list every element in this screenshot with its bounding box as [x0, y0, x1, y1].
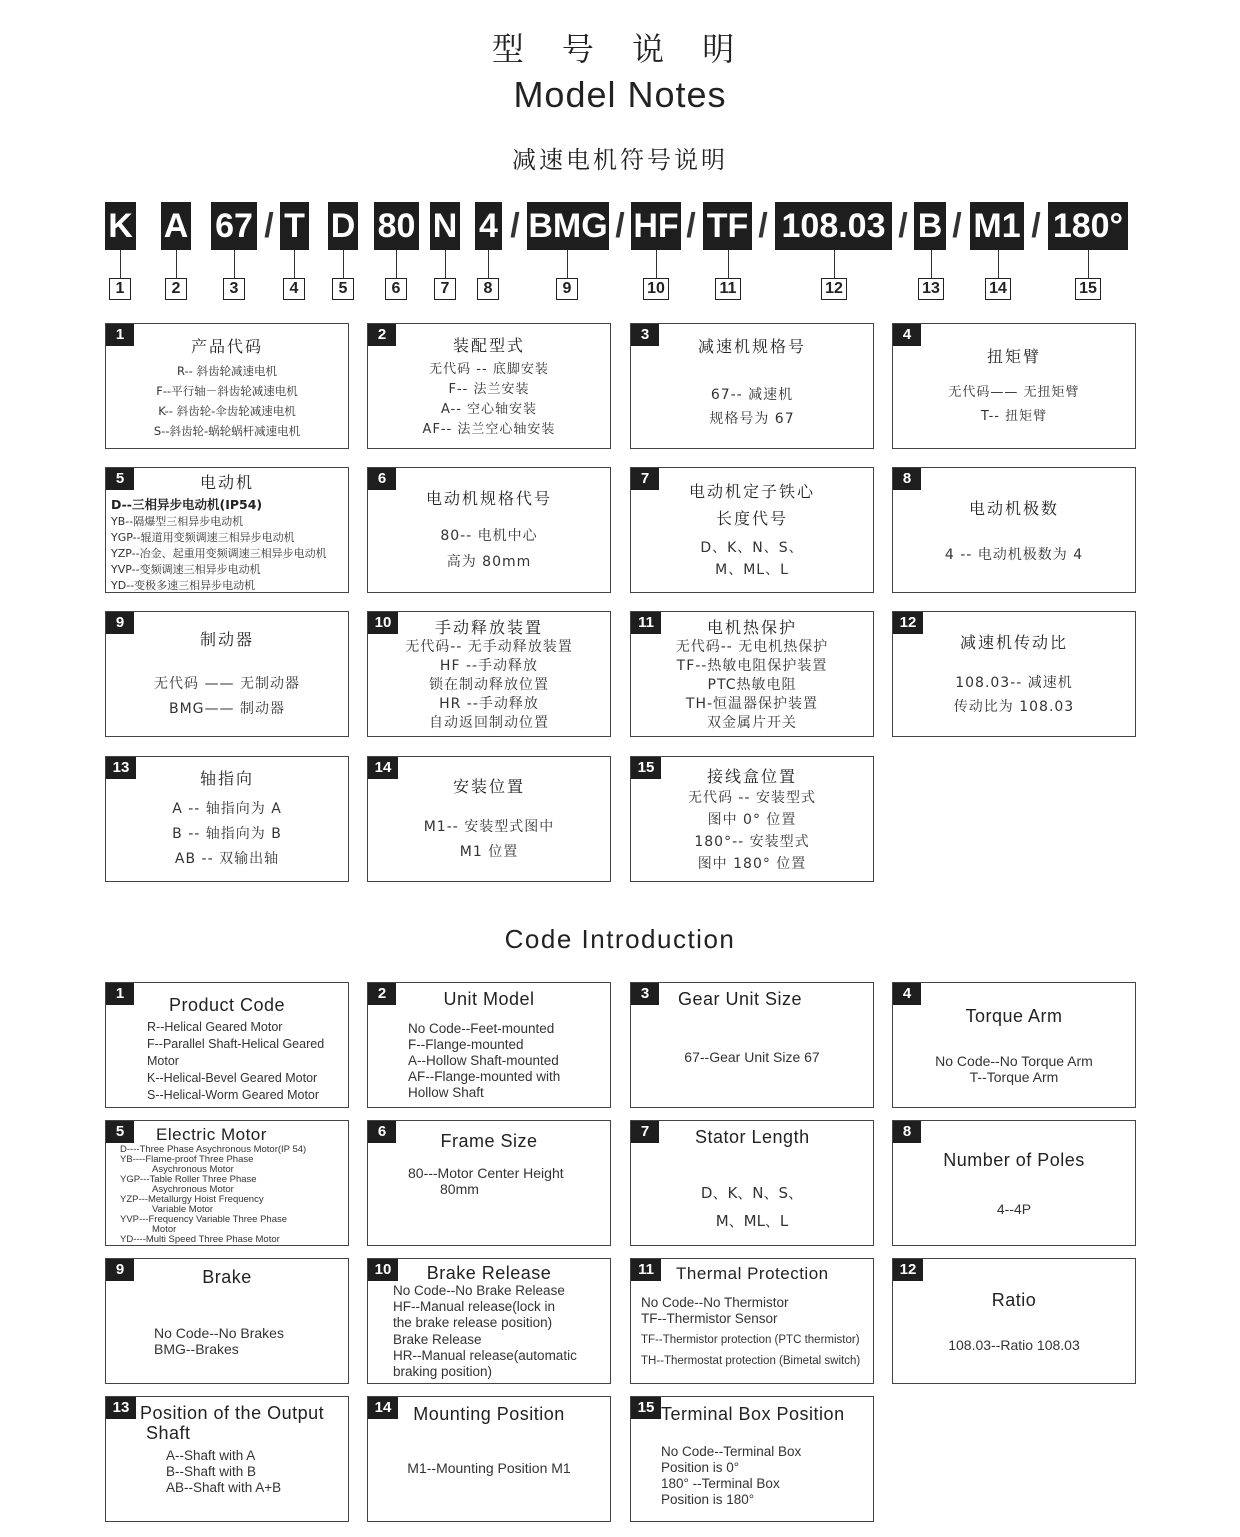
card-line-list — [154, 1325, 284, 1357]
card-title: 手动释放装置 — [434, 618, 543, 637]
code-separator: / — [952, 207, 962, 245]
en-card-brake-release — [367, 1258, 611, 1384]
card-number-badge: 9 — [106, 612, 134, 634]
cn-card-stator-length — [630, 467, 874, 593]
code-number: 13 — [918, 278, 944, 300]
cn-card-ratio — [892, 611, 1136, 737]
card-number-badge: 15 — [631, 757, 661, 779]
card-title: Frame Size — [440, 1131, 538, 1151]
card-title: Ratio — [991, 1289, 1037, 1310]
leader-line — [445, 250, 446, 278]
card-line: YD--变极多速三相异步电动机 — [111, 579, 256, 592]
card-title: 电动机定子铁心 — [688, 482, 815, 501]
card-line: YB--隔爆型三相异步电动机 — [111, 515, 244, 528]
card-line: YB----Flame-proof Three Phase — [120, 1154, 254, 1165]
code-number: 6 — [385, 278, 407, 300]
card-line: 无代码 -- 安装型式 — [687, 789, 816, 806]
en-card-gear-size — [630, 982, 874, 1108]
code-separator: / — [686, 207, 696, 245]
card-line: No Code--No Thermistor — [641, 1295, 789, 1310]
leader-line — [567, 250, 568, 278]
card-line-list — [408, 1021, 560, 1101]
card-title: 安装位置 — [452, 776, 525, 796]
card-line: No Code--No Brakes — [154, 1325, 284, 1341]
card-line: PTC热敏电阻 — [707, 677, 797, 693]
card-line-list — [641, 1295, 860, 1369]
card-line: 自动返回制动位置 — [429, 715, 549, 731]
card-line-list — [661, 1444, 801, 1508]
card-title: Unit Model — [443, 989, 535, 1009]
card-line: B -- 轴指向为 B — [172, 826, 282, 842]
card-line: 规格号为 67 — [709, 411, 795, 427]
code-number: 3 — [223, 278, 245, 300]
code-number: 11 — [715, 278, 741, 300]
card-line: 无代码 -- 底脚安装 — [429, 361, 549, 377]
card-line: K--Helical-Bevel Geared Motor — [147, 1071, 318, 1085]
cn-card-unit-model — [367, 323, 611, 449]
code-subtitle-cn: 减速电机符号说明 — [512, 146, 728, 174]
card-number-badge: 3 — [631, 324, 659, 346]
cn-card-shaft — [105, 756, 349, 882]
card-line: No Code--Terminal Box — [661, 1444, 802, 1459]
cn-card-gear-size — [630, 323, 874, 449]
card-title: 制动器 — [199, 629, 254, 649]
code-segment: B — [914, 202, 946, 250]
card-line: 108.03-- 减速机 — [955, 674, 1073, 691]
card-number-badge: 12 — [893, 612, 923, 634]
card-number-badge: 13 — [106, 757, 136, 779]
card-line: the brake release position) — [393, 1315, 553, 1331]
card-title: Terminal Box Position — [661, 1404, 845, 1424]
card-line: D----Three Phase Asychronous Motor(IP 54) — [120, 1144, 307, 1155]
card-line: TF--Thermistor Sensor — [641, 1311, 778, 1326]
card-line: Hollow Shaft — [408, 1085, 484, 1100]
card-number-badge: 4 — [893, 983, 921, 1005]
card-number-badge: 1 — [106, 324, 134, 346]
card-line: 180° --Terminal Box — [661, 1476, 780, 1491]
card-title: 电动机规格代号 — [425, 488, 552, 508]
card-line: braking position) — [393, 1364, 493, 1380]
code-segment: BMG — [527, 202, 609, 250]
card-line: M、ML、L — [715, 562, 789, 578]
code-separator: / — [264, 207, 274, 245]
card-line: YVP--变频调速三相异步电动机 — [111, 563, 261, 576]
card-line: Variable Motor — [152, 1204, 214, 1215]
code-number: 2 — [165, 278, 187, 300]
card-title: 电动机 — [199, 473, 254, 492]
card-line-list — [166, 1448, 281, 1496]
card-title: Thermal Protection — [676, 1264, 829, 1283]
card-line: F-- 法兰安装 — [448, 381, 530, 397]
card-line-list — [111, 514, 327, 593]
code-number: 12 — [821, 278, 847, 300]
cn-card-brake — [105, 611, 349, 737]
card-line: TH--Thermostat protection (Bimetal switch) — [641, 1355, 861, 1367]
card-line: AF-- 法兰空心轴安装 — [422, 421, 556, 437]
card-number-badge: 2 — [368, 324, 396, 346]
code-segment: 67 — [211, 202, 257, 250]
card-line: 无代码-- 无电机热保护 — [675, 639, 829, 655]
card-line: YVP---Frequency Variable Three Phase — [120, 1214, 288, 1225]
en-card-electric-motor — [105, 1120, 349, 1246]
card-title: 减速机规格号 — [697, 337, 806, 356]
card-number-badge: 6 — [368, 468, 396, 490]
card-title: Gear Unit Size — [678, 989, 803, 1009]
card-line: 高为 80mm — [446, 553, 532, 570]
card-line: 108.03--Ratio 108.03 — [948, 1336, 1080, 1353]
code-segment: M1 — [970, 202, 1024, 250]
card-number-badge: 8 — [893, 468, 921, 490]
card-line: TF--热敏电阻保护装置 — [676, 658, 828, 674]
card-line: YZP---Metallurgy Hoist Frequency — [120, 1194, 264, 1205]
card-line: 180°-- 安装型式 — [694, 833, 810, 850]
cn-card-terminal-box — [630, 756, 874, 882]
card-line: HF--Manual release(lock in — [393, 1299, 556, 1315]
code-segment: 180° — [1048, 202, 1128, 250]
card-line: AB--Shaft with A+B — [166, 1480, 282, 1495]
card-line: TH-恒温器保护装置 — [685, 696, 819, 712]
card-title: Brake Release — [426, 1263, 552, 1283]
code-separator: / — [898, 207, 908, 245]
card-line-list — [408, 1165, 564, 1197]
code-segment: 108.03 — [775, 202, 892, 250]
card-line-list — [631, 1179, 873, 1235]
card-line: A-- 空心轴安装 — [440, 401, 538, 417]
code-separator: / — [510, 207, 520, 245]
leader-line — [834, 250, 835, 278]
en-card-thermal-protection — [630, 1258, 874, 1384]
card-number-badge: 7 — [631, 1121, 659, 1143]
cn-card-brake-release — [367, 611, 611, 737]
card-number-badge: 1 — [106, 983, 134, 1005]
code-number: 9 — [556, 278, 578, 300]
en-card-ratio — [892, 1258, 1136, 1384]
card-line: 4--4P — [996, 1200, 1032, 1217]
card-line: 67-- 减速机 — [710, 387, 794, 403]
card-number-badge: 14 — [368, 757, 398, 779]
card-line: D、K、N、S、 — [700, 1184, 804, 1202]
card-line: Position is 180° — [661, 1492, 755, 1507]
card-line: R--Helical Geared Motor — [147, 1020, 283, 1034]
card-line: 80---Motor Center Height — [408, 1165, 564, 1181]
card-line: F--Flange-mounted — [408, 1037, 524, 1052]
leader-line — [656, 250, 657, 278]
card-line: T-- 扭矩臂 — [980, 408, 1048, 424]
code-segment: K — [105, 202, 136, 250]
card-title: Position of the Output — [140, 1403, 325, 1423]
card-number-badge: 2 — [368, 983, 396, 1005]
card-line: Asychronous Motor — [152, 1164, 234, 1175]
en-card-product-code — [105, 982, 349, 1108]
card-title: 产品代码 — [190, 336, 263, 356]
card-line: F--Parallel Shaft-Helical Geared — [147, 1037, 325, 1051]
card-title: 轴指向 — [199, 769, 254, 788]
code-number: 4 — [283, 278, 305, 300]
card-title: 扭矩臂 — [986, 346, 1041, 366]
cn-card-torque-arm — [892, 323, 1136, 449]
en-card-terminal-box — [630, 1396, 874, 1522]
card-line: M1--Mounting Position M1 — [407, 1460, 571, 1476]
leader-line — [294, 250, 295, 278]
card-title: Mounting Position — [413, 1404, 565, 1424]
card-title: 电动机极数 — [968, 498, 1059, 518]
code-segment: HF — [631, 202, 681, 250]
leader-line — [120, 250, 121, 278]
card-title: 减速机传动比 — [959, 632, 1068, 652]
card-line: S--Helical-Worm Geared Motor — [147, 1088, 320, 1102]
leader-line — [728, 250, 729, 278]
card-title: Electric Motor — [156, 1125, 267, 1144]
en-card-unit-model — [367, 982, 611, 1108]
card-line: 锁在制动释放位置 — [429, 677, 549, 693]
leader-line — [998, 250, 999, 278]
card-title: 电机热保护 — [706, 618, 797, 637]
card-title: Stator Length — [695, 1127, 810, 1147]
card-line: Asychronous Motor — [152, 1184, 234, 1195]
page-title-en: Model Notes — [513, 74, 727, 115]
card-line: 80mm — [440, 1181, 479, 1197]
card-line: 无代码-- 无手动释放装置 — [405, 639, 573, 655]
page-title-cn: 型 号 说 明 — [491, 30, 749, 68]
code-segment: 4 — [475, 202, 502, 250]
leader-line — [1088, 250, 1089, 278]
card-line: HR --手动释放 — [439, 696, 539, 712]
card-line: A -- 轴指向为 A — [172, 801, 282, 817]
cn-card-motor — [105, 467, 349, 593]
card-number-badge: 11 — [631, 1259, 661, 1281]
card-line: 图中 0° 位置 — [707, 811, 797, 828]
card-line: TF--Thermistor protection (PTC thermistor) — [641, 1334, 860, 1346]
code-number: 7 — [434, 278, 456, 300]
card-line: AB -- 双输出轴 — [174, 851, 280, 867]
code-segment: TF — [703, 202, 752, 250]
card-number-badge: 3 — [631, 983, 659, 1005]
card-number-badge: 9 — [106, 1259, 134, 1281]
card-line: BMG—— 制动器 — [169, 700, 285, 717]
code-segment: A — [161, 202, 191, 250]
card-subtitle: D--三相异步电动机(IP54) — [111, 497, 263, 512]
card-line: M1-- 安装型式图中 — [423, 818, 555, 835]
section-title-code-introduction: Code Introduction — [504, 924, 736, 954]
card-line: F--平行轴－斜齿轮减速电机 — [156, 383, 298, 398]
card-line: T--Torque Arm — [969, 1068, 1059, 1085]
cn-card-mounting — [367, 756, 611, 882]
code-number: 15 — [1075, 278, 1101, 300]
card-line: YGP--辊道用变频调速三相异步电动机 — [111, 531, 295, 544]
card-line: No Code--Feet-mounted — [408, 1021, 555, 1036]
card-title: 装配型式 — [452, 335, 525, 355]
code-segment: N — [430, 202, 460, 250]
card-line: Brake Release — [393, 1331, 482, 1347]
card-title-line2: 长度代号 — [715, 509, 788, 528]
card-title-line2: Shaft — [146, 1423, 191, 1443]
card-line: YD----Multi Speed Three Phase Motor — [120, 1234, 280, 1245]
card-number-badge: 10 — [368, 612, 398, 634]
card-line: Position is 0° — [661, 1460, 740, 1475]
card-number-badge: 7 — [631, 468, 659, 490]
card-line: No Code--No Torque Arm — [935, 1052, 1093, 1069]
en-card-stator-length — [630, 1120, 874, 1246]
card-number-badge: 5 — [106, 1121, 134, 1143]
card-number-badge: 4 — [893, 324, 921, 346]
card-line: 传动比为 108.03 — [953, 698, 1075, 715]
leader-line — [488, 250, 489, 278]
card-line: 80-- 电机中心 — [440, 527, 538, 544]
code-number: 8 — [477, 278, 499, 300]
card-number-badge: 5 — [106, 468, 134, 490]
card-line: No Code--No Brake Release — [393, 1283, 565, 1298]
card-title: Brake — [202, 1267, 252, 1287]
card-line: B--Shaft with B — [166, 1464, 257, 1479]
code-segment: T — [280, 202, 309, 250]
card-line: 67--Gear Unit Size 67 — [684, 1049, 820, 1065]
card-line: Motor — [147, 1054, 179, 1068]
cn-card-motor-size — [367, 467, 611, 593]
leader-line — [234, 250, 235, 278]
card-number-badge: 6 — [368, 1121, 396, 1143]
card-line-list — [393, 1283, 577, 1380]
card-line: D、K、N、S、 — [700, 540, 804, 556]
en-card-mounting-position — [367, 1396, 611, 1522]
code-separator: / — [615, 207, 625, 245]
en-card-output-shaft — [105, 1396, 349, 1522]
code-number: 10 — [643, 278, 669, 300]
en-card-torque-arm — [892, 982, 1136, 1108]
code-separator: / — [1031, 207, 1041, 245]
cn-card-product-code — [105, 323, 349, 449]
card-line: 无代码 —— 无制动器 — [154, 675, 300, 692]
card-line: HR--Manual release(automatic — [393, 1347, 577, 1363]
card-line: S--斜齿轮-蜗轮蜗杆减速电机 — [153, 423, 301, 438]
card-line: YZP--冶金、起重用变频调速三相异步电动机 — [111, 547, 327, 560]
leader-line — [176, 250, 177, 278]
card-line: AF--Flange-mounted with — [408, 1069, 561, 1084]
card-line: M1 位置 — [459, 843, 519, 860]
card-line: 双金属片开关 — [707, 715, 797, 731]
code-number: 5 — [332, 278, 354, 300]
cn-card-poles — [892, 467, 1136, 593]
card-line: 无代码—— 无扭矩臂 — [948, 384, 1080, 400]
en-card-brake — [105, 1258, 349, 1384]
card-line: M、ML、L — [715, 1212, 789, 1230]
cn-card-thermal — [630, 611, 874, 737]
card-line: A--Hollow Shaft-mounted — [408, 1053, 559, 1068]
en-card-poles — [892, 1120, 1136, 1246]
card-number-badge: 11 — [631, 612, 661, 634]
card-title: Torque Arm — [965, 1005, 1063, 1026]
card-line: BMG--Brakes — [154, 1341, 239, 1357]
card-line: A--Shaft with A — [166, 1448, 256, 1463]
card-line: 图中 180° 位置 — [697, 855, 807, 872]
leader-line — [931, 250, 932, 278]
code-number: 14 — [985, 278, 1011, 300]
code-number: 1 — [109, 278, 131, 300]
card-line-list — [120, 1145, 306, 1245]
code-separator: / — [758, 207, 768, 245]
card-line: R-- 斜齿轮减速电机 — [177, 363, 277, 378]
card-line: YGP---Table Roller Three Phase — [120, 1174, 257, 1185]
card-number-badge: 13 — [106, 1397, 136, 1419]
en-card-frame-size — [367, 1120, 611, 1246]
card-line-list — [147, 1019, 324, 1104]
code-segment: 80 — [374, 202, 419, 250]
card-number-badge: 8 — [893, 1121, 921, 1143]
card-line: HF --手动释放 — [439, 658, 539, 674]
card-line: K-- 斜齿轮-伞齿轮减速电机 — [158, 403, 296, 418]
card-number-badge: 10 — [368, 1259, 398, 1281]
card-title: Product Code — [168, 995, 286, 1015]
card-number-badge: 14 — [368, 1397, 398, 1419]
card-title: 接线盒位置 — [706, 766, 797, 786]
card-number-badge: 12 — [893, 1259, 923, 1281]
card-number-badge: 15 — [631, 1397, 661, 1419]
card-line: Motor — [152, 1224, 177, 1235]
leader-line — [343, 250, 344, 278]
code-segment: D — [328, 202, 358, 250]
card-line: 4 -- 电动机极数为 4 — [944, 546, 1084, 563]
card-title: Number of Poles — [943, 1149, 1085, 1170]
leader-line — [396, 250, 397, 278]
